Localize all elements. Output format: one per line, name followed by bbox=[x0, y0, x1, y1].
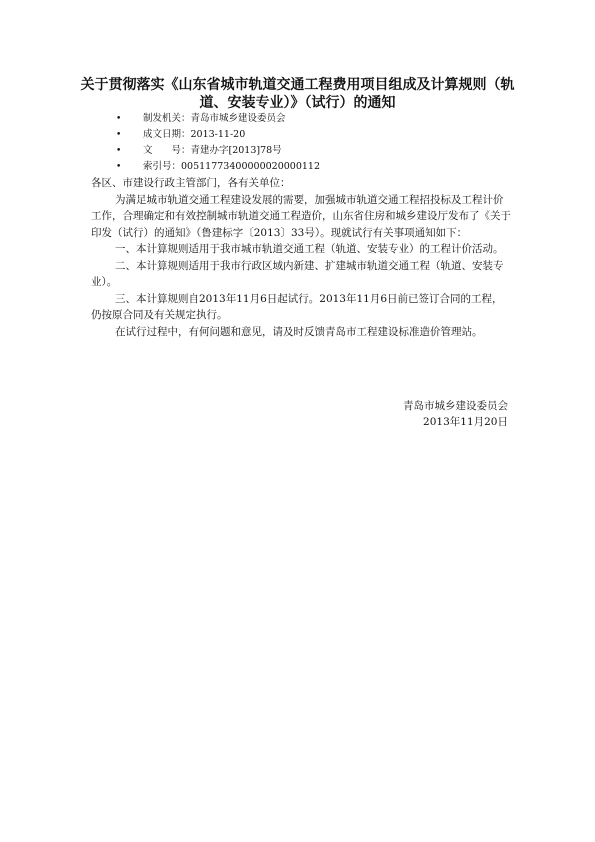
item-paragraph-1: 一、本计算规则适用于我市城市轨道交通工程（轨道、安装专业）的工程计价活动。 bbox=[115, 243, 504, 255]
metadata-list bbox=[0, 111, 595, 175]
metadata-item-index bbox=[0, 159, 595, 175]
signature-date: 2013年11月20日 bbox=[423, 416, 508, 428]
metadata-item-date bbox=[0, 127, 595, 143]
intro-paragraph: 为满足城市轨道交通工程建设发展的需要，加强城市轨道交通工程招投标及工程计价工作，合理确定和有效控制城市轨道交通工程造价，山东省住房和城乡建设厅发布了《关于印发（试行）的通知》（鲁建标字〔2013〕33号）。现就试行有关事项通知如下： bbox=[91, 193, 511, 239]
index-number-text: 索引号：00511773400000020000112 bbox=[143, 161, 321, 172]
bullet-icon: • bbox=[116, 146, 122, 156]
document-body bbox=[91, 175, 511, 340]
issuer-text: 制发机关：青岛市城乡建设委员会 bbox=[143, 113, 286, 124]
signature-organization: 青岛市城乡建设委员会 bbox=[403, 400, 508, 412]
document-title: 关于贯彻落实《山东省城市轨道交通工程费用项目组成及计算规则（轨道、安装专业）》（试行）的通知 bbox=[80, 77, 515, 111]
salutation: 各区、市建设行政主管部门，各有关单位： bbox=[91, 177, 291, 189]
bullet-icon: • bbox=[116, 130, 122, 140]
bullet-icon: • bbox=[116, 162, 122, 172]
doc-number-text: 文 号：青建办字[2013]78号 bbox=[143, 145, 282, 156]
metadata-item-doc-number bbox=[0, 143, 595, 159]
metadata-item-issuer bbox=[0, 111, 595, 127]
item-paragraph-2: 二、本计算规则适用于我市行政区域内新建、扩建城市轨道交通工程（轨道、安装专业）。 bbox=[91, 259, 504, 288]
item-paragraph-3: 三、本计算规则自2013年11月6日起试行。2013年11月6日前已签订合同的工程，仍按原合同及有关规定执行。 bbox=[91, 292, 503, 321]
date-text: 成文日期：2013-11-20 bbox=[143, 129, 246, 140]
closing-paragraph: 在试行过程中，有何问题和意见，请及时反馈青岛市工程建设标准造价管理站。 bbox=[115, 325, 483, 338]
bullet-icon: • bbox=[116, 114, 122, 124]
